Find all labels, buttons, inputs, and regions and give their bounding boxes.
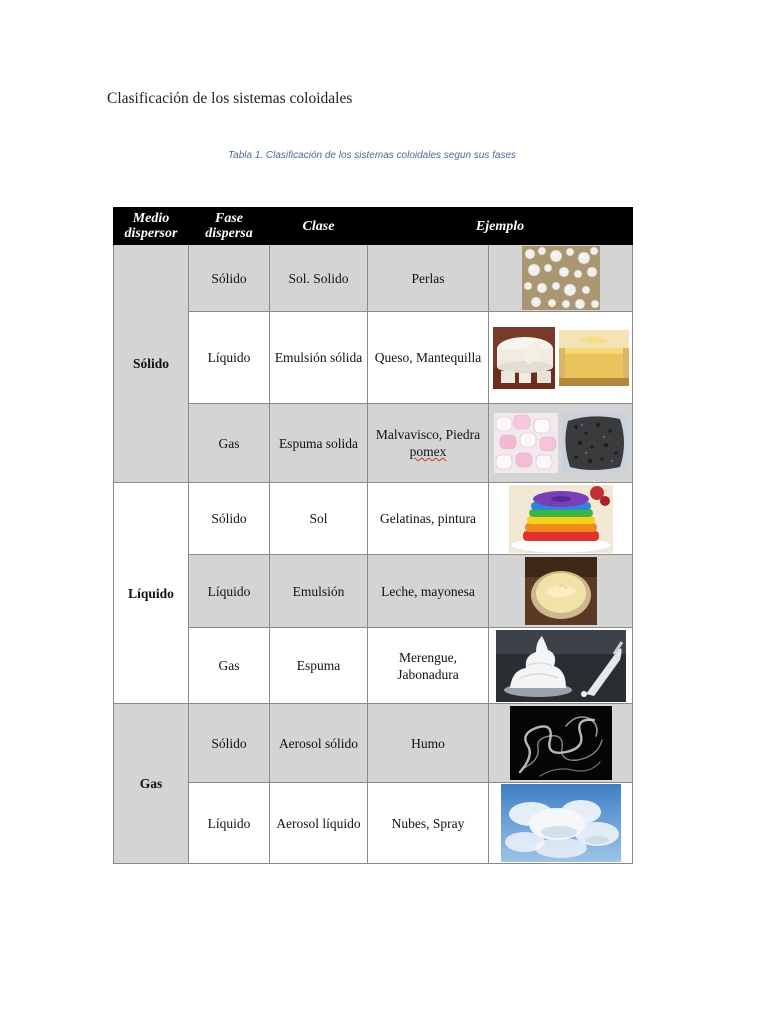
clase-cell: Sol. Solido: [270, 245, 368, 312]
meringue-image: [496, 630, 626, 702]
image-cell: [489, 245, 633, 312]
mayonnaise-image: [525, 557, 597, 625]
fase-cell: Sólido: [189, 245, 270, 312]
clase-cell: Emulsión: [270, 555, 368, 628]
smoke-image: [510, 706, 612, 780]
ejemplo-cell: Leche, mayonesa: [368, 555, 489, 628]
ejemplo-cell: Queso, Mantequilla: [368, 312, 489, 404]
table-row: [114, 704, 633, 783]
ejemplo-cell: Nubes, Spray: [368, 783, 489, 864]
header-ejemplo: Ejemplo: [368, 208, 633, 245]
clase-cell: Emulsión sólida: [270, 312, 368, 404]
clouds-image: [501, 784, 621, 862]
fase-cell: Sólido: [189, 704, 270, 783]
fase-cell: Líquido: [189, 555, 270, 628]
ejemplo-cell: Humo: [368, 704, 489, 783]
table-header-row: [114, 208, 633, 245]
marshmallow-image: [494, 413, 558, 473]
pearls-image: [522, 246, 600, 310]
table-row: [114, 783, 633, 864]
ejemplo-cell: Malvavisco, Piedra pomex: [368, 404, 489, 483]
medio-cell-liquido: Líquido: [114, 483, 189, 704]
fase-cell: Gas: [189, 628, 270, 704]
table-row: [114, 404, 633, 483]
table-caption: Tabla 1. Clasificación de los sistemas coloidales segun sus fases: [227, 150, 517, 161]
table-row: [114, 245, 633, 312]
image-cell: [489, 783, 633, 864]
ejemplo-cell: Gelatinas, pintura: [368, 483, 489, 555]
clase-cell: Sol: [270, 483, 368, 555]
header-fase-dispersa: Fase dispersa: [189, 208, 270, 245]
clase-cell: Aerosol sólido: [270, 704, 368, 783]
fase-cell: Sólido: [189, 483, 270, 555]
table-row: [114, 312, 633, 404]
image-cell: [489, 628, 633, 704]
clase-cell: Espuma solida: [270, 404, 368, 483]
header-medio-dispersor: Medio dispersor: [114, 208, 189, 245]
fase-cell: Gas: [189, 404, 270, 483]
fase-cell: Líquido: [189, 312, 270, 404]
image-cell: [489, 312, 633, 404]
colloid-classification-table: [113, 207, 633, 864]
image-cell: [489, 404, 633, 483]
medio-cell-gas: Gas: [114, 704, 189, 864]
image-cell: [489, 704, 633, 783]
fase-cell: Líquido: [189, 783, 270, 864]
clase-cell: Espuma: [270, 628, 368, 704]
header-clase: Clase: [270, 208, 368, 245]
medio-cell-solido: Sólido: [114, 245, 189, 483]
cheese-image: [493, 327, 555, 389]
clase-cell: Aerosol líquido: [270, 783, 368, 864]
ejemplo-cell: Merengue, Jabonadura: [368, 628, 489, 704]
image-cell: [489, 483, 633, 555]
pumice-image: [562, 413, 628, 473]
table-row: [114, 628, 633, 704]
butter-image: [559, 330, 629, 386]
ejemplo-cell: Perlas: [368, 245, 489, 312]
document-title: Clasificación de los sistemas coloidales: [107, 90, 353, 107]
spellcheck-underline: pomex: [409, 444, 447, 459]
table-row: [114, 483, 633, 555]
table-row: [114, 555, 633, 628]
gelatin-image: [509, 485, 613, 553]
image-cell: [489, 555, 633, 628]
